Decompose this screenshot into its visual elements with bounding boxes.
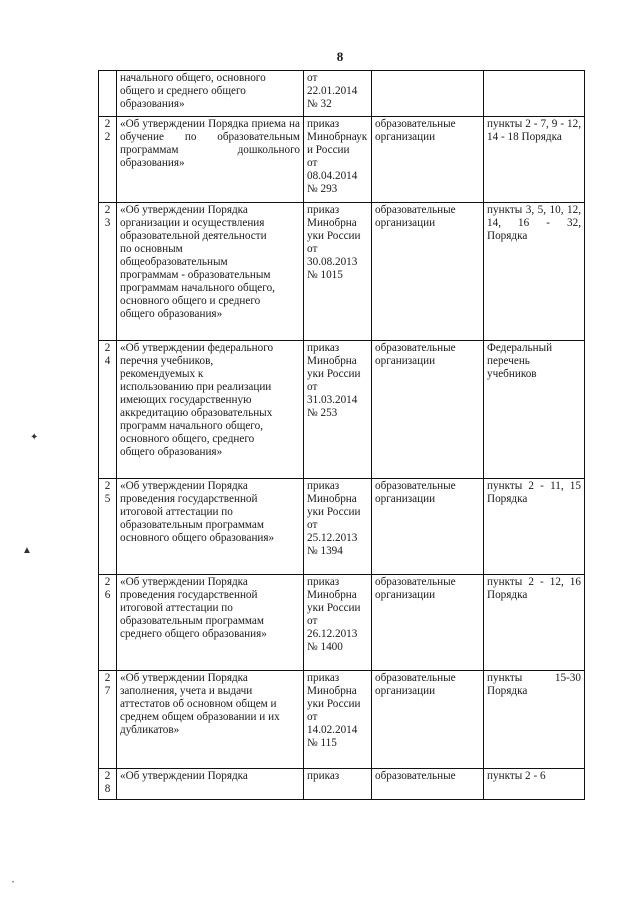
- document-title: «Об утверждении Порядка проведения государственной итоговой аттестации по образовательным программам основного общего образования»: [120, 480, 275, 544]
- document-title-cell: [117, 71, 304, 117]
- document-reference-cell: [304, 769, 372, 800]
- row-number-cell: [99, 575, 117, 671]
- applicable-subjects: образовательные: [375, 770, 456, 782]
- applicable-clauses: Федеральный перечень учебников: [487, 342, 553, 380]
- applicable-subjects-cell: [372, 769, 484, 800]
- table-row: [99, 71, 585, 117]
- row-number-cell: [99, 479, 117, 575]
- row-number: 24: [104, 342, 111, 367]
- regulations-table: [98, 70, 585, 800]
- table-row: [99, 117, 585, 203]
- document-reference: приказ Минобрна уки России от 25.12.2013 № 1394: [307, 480, 361, 557]
- document-title: «Об утверждении Порядка: [120, 770, 248, 782]
- row-number: 25: [104, 480, 111, 505]
- document-reference: приказ Минобрна уки России от 31.03.2014 № 253: [307, 342, 361, 419]
- applicable-clauses-cell: [484, 117, 585, 203]
- applicable-clauses-cell: [484, 575, 585, 671]
- applicable-subjects: образовательные организации: [375, 342, 456, 367]
- document-reference-cell: [304, 203, 372, 341]
- document-title: «Об утверждении федерального перечня учебников, рекомендуемых к использованию при реализации имеющих государственную аккредитацию образовательных программ начального общего, основного общего, среднего общего образования»: [120, 342, 274, 458]
- document-title: «Об утверждении Порядка приема на обучение по образовательным программам дошкольного образования»: [120, 118, 300, 169]
- table-row: [99, 203, 585, 341]
- document-reference-cell: [304, 671, 372, 769]
- document-reference: от 22.01.2014 № 32: [307, 72, 358, 110]
- applicable-subjects-cell: [372, 341, 484, 479]
- scan-speck: ✦: [30, 432, 39, 443]
- applicable-clauses-cell: [484, 671, 585, 769]
- document-title-cell: [117, 769, 304, 800]
- document-title-cell: [117, 203, 304, 341]
- document-title-cell: [117, 671, 304, 769]
- document-title: «Об утверждении Порядка организации и осуществления образовательной деятельности по основным общеобразовательным программам - образовательным программам начального общего, основного общего и среднего общего образования»: [120, 204, 275, 320]
- table-row: [99, 671, 585, 769]
- applicable-clauses: пункты 2 - 6: [487, 770, 546, 782]
- document-title-cell: [117, 117, 304, 203]
- row-number: 23: [104, 204, 111, 229]
- applicable-clauses-cell: [484, 479, 585, 575]
- applicable-subjects-cell: [372, 71, 484, 117]
- row-number: 27: [104, 672, 111, 697]
- table-body: [99, 71, 585, 800]
- table-row: [99, 575, 585, 671]
- applicable-subjects-cell: [372, 575, 484, 671]
- document-reference-cell: [304, 71, 372, 117]
- document-reference: приказ: [307, 770, 340, 782]
- applicable-subjects-cell: [372, 117, 484, 203]
- document-reference: приказ Минобрнауки России от 08.04.2014 № 293: [307, 118, 368, 195]
- document-title-cell: [117, 575, 304, 671]
- row-number-cell: [99, 203, 117, 341]
- document-reference-cell: [304, 341, 372, 479]
- applicable-subjects-cell: [372, 203, 484, 341]
- document-reference-cell: [304, 479, 372, 575]
- document-title: начального общего, основного общего и среднего общего образования»: [120, 72, 266, 110]
- document-title: «Об утверждении Порядка заполнения, учета и выдачи аттестатов об основном общем и среднем общем образовании и их дубликатов»: [120, 672, 280, 736]
- document-reference: приказ Минобрна уки России от 30.08.2013 № 1015: [307, 204, 361, 281]
- applicable-clauses: пункты 15-30 Порядка: [487, 672, 581, 697]
- applicable-clauses: пункты 2 - 7, 9 - 12, 14 - 18 Порядка: [487, 118, 581, 143]
- document-title-cell: [117, 479, 304, 575]
- applicable-subjects: образовательные организации: [375, 118, 456, 143]
- applicable-clauses: пункты 2 - 12, 16 Порядка: [487, 576, 581, 601]
- applicable-clauses: пункты 2 - 11, 15 Порядка: [487, 480, 581, 505]
- applicable-clauses-cell: [484, 769, 585, 800]
- row-number-cell: [99, 71, 117, 117]
- row-number: 26: [104, 576, 111, 601]
- applicable-clauses-cell: [484, 203, 585, 341]
- applicable-clauses-cell: [484, 71, 585, 117]
- applicable-clauses: пункты 3, 5, 10, 12, 14, 16 - 32, Порядка: [487, 204, 581, 242]
- row-number-cell: [99, 341, 117, 479]
- document-title-cell: [117, 341, 304, 479]
- row-number: 28: [104, 770, 111, 795]
- scan-speck: •: [12, 880, 15, 886]
- row-number: 22: [104, 118, 111, 143]
- table-row: [99, 479, 585, 575]
- applicable-subjects: образовательные организации: [375, 576, 456, 601]
- document-reference-cell: [304, 575, 372, 671]
- row-number-cell: [99, 671, 117, 769]
- scan-speck: ▲: [22, 545, 32, 556]
- document-reference: приказ Минобрна уки России от 26.12.2013 № 1400: [307, 576, 361, 653]
- applicable-subjects: образовательные организации: [375, 204, 456, 229]
- applicable-subjects-cell: [372, 479, 484, 575]
- row-number-cell: [99, 117, 117, 203]
- applicable-subjects-cell: [372, 671, 484, 769]
- table-row: [99, 341, 585, 479]
- applicable-subjects: образовательные организации: [375, 480, 456, 505]
- document-reference-cell: [304, 117, 372, 203]
- table-row: [99, 769, 585, 800]
- row-number-cell: [99, 769, 117, 800]
- applicable-subjects: образовательные организации: [375, 672, 456, 697]
- document-title: «Об утверждении Порядка проведения государственной итоговой аттестации по образовательным программам среднего общего образования»: [120, 576, 267, 640]
- applicable-clauses-cell: [484, 341, 585, 479]
- document-reference: приказ Минобрна уки России от 14.02.2014 № 115: [307, 672, 361, 749]
- page-number: 8: [336, 49, 344, 64]
